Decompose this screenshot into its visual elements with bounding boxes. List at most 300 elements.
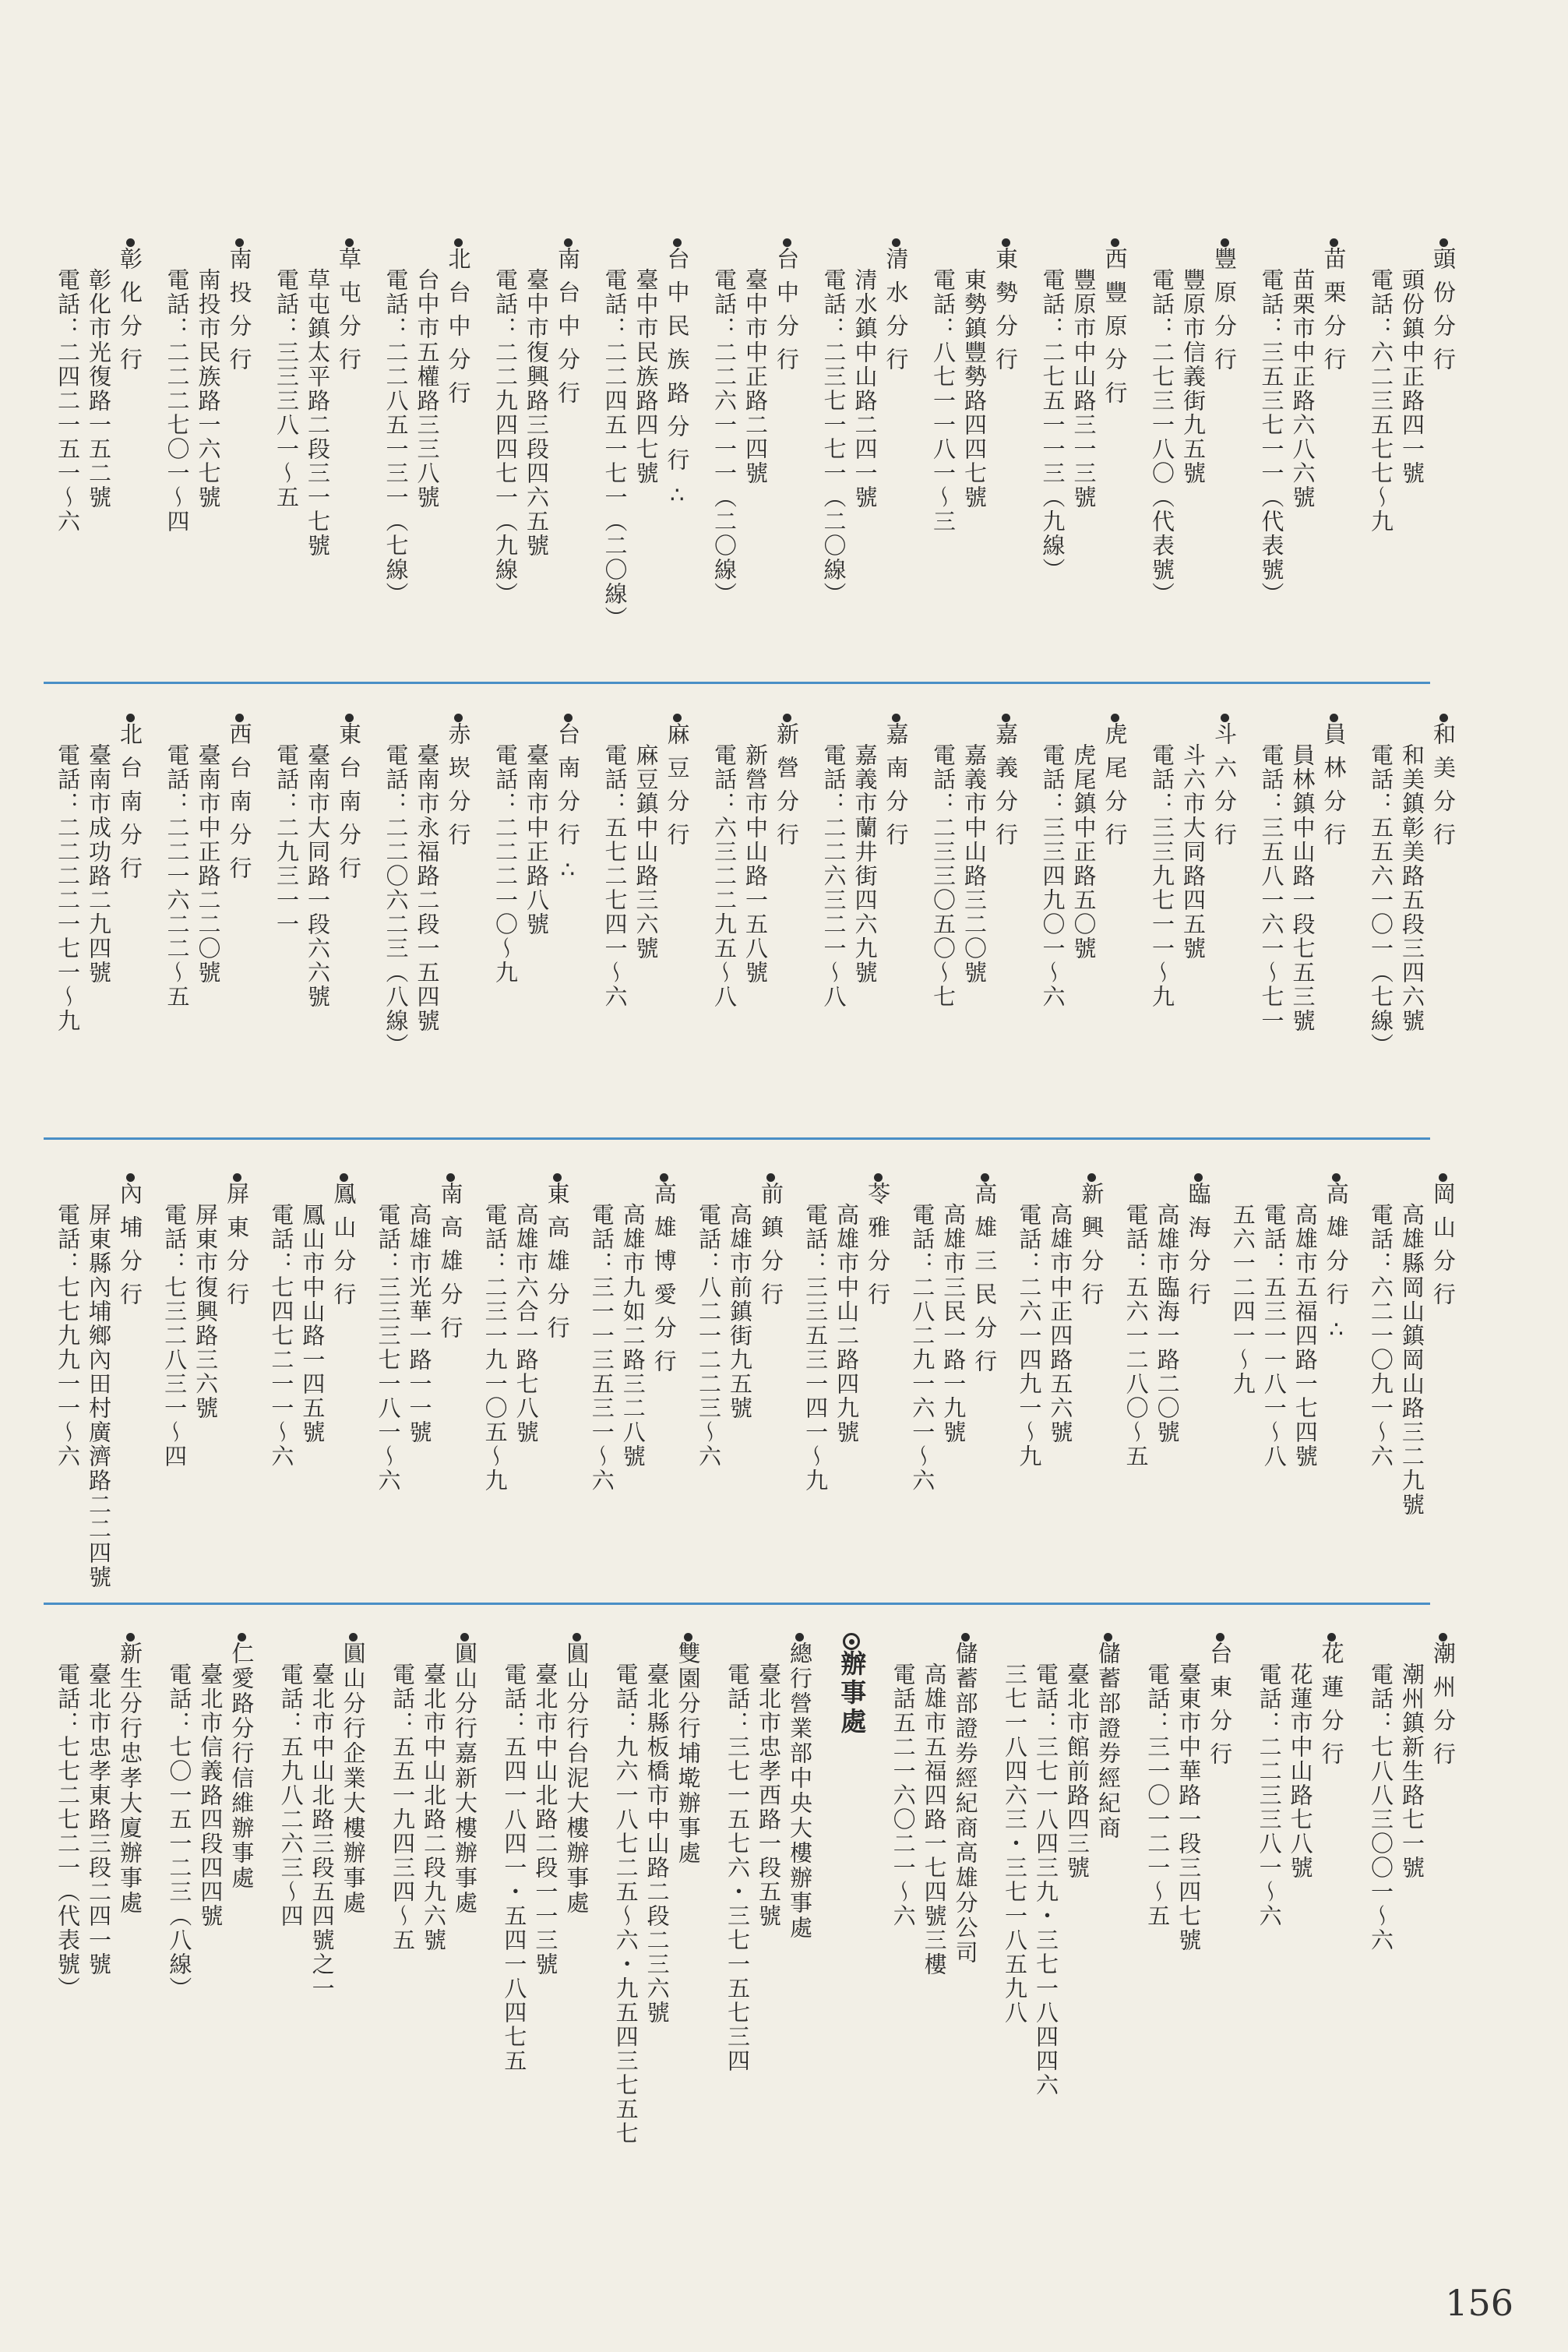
branch-title-column [446,709,472,856]
branch-address: 臺北市忠孝東路三段二四一號 [86,1663,112,1976]
branch-address: 臺中市中正路二四號 [742,268,769,485]
branch-title-column [446,234,472,414]
branch-address: 南投市民族路一六七號 [195,268,222,510]
bullet-wrap [883,234,910,247]
bullet-icon [892,714,900,722]
bullet-wrap [675,1628,702,1641]
bullet-wrap [1430,234,1457,247]
branch-entry [55,709,143,1153]
branch-phone: 電話：五九八二六三～四 [277,1663,305,1928]
bullet-icon [446,1173,455,1182]
bullet-icon [783,714,791,722]
branch-phone: 電話：二三三〇五〇～七 [930,743,957,1009]
bullet-icon [235,238,244,247]
branch-name: 雙園分行埔墘辦事處 [675,1641,702,1866]
branch-entry [1368,1628,1457,2127]
branch-phone: 電話：七三二八三一～四 [161,1203,189,1469]
branch-phone: 電話：二二四五一七一（二〇線） [601,268,629,630]
bullet-icon [766,1173,775,1182]
bullet-icon [1002,238,1010,247]
branch-entry [612,1628,702,2146]
branch-entry [1002,1628,1122,2127]
heading-column [836,1628,867,1737]
branch-title-column [1430,1628,1457,1775]
bullet-icon [454,238,463,247]
branch-phone: 電話：二七三一八〇（代表號） [1149,268,1175,606]
bullet-icon [1330,714,1338,722]
bullet-icon [235,714,244,722]
bullet-icon [1330,238,1338,247]
bullet-wrap [544,1169,571,1182]
branch-name: 圓山分行嘉新大樓辦事處 [451,1641,478,1916]
branch-entry [482,1169,571,1589]
bullet-icon [345,714,354,722]
branch-title-column [117,709,143,890]
branch-address: 花蓮市中山路七八號 [1287,1663,1314,1880]
branch-entry [1144,1628,1233,2127]
bullet-icon [1327,1633,1336,1641]
bullet-wrap [336,709,362,722]
branch-phone: 電話：六三二二九五～八 [711,743,738,1009]
branch-address: 高雄市中正四路五六號 [1047,1203,1074,1444]
branch-address: 臺中市民族路四七號 [632,268,660,485]
branch-entry [930,234,1019,670]
branch-phone: 電話：三三四九〇一～六 [1039,743,1066,1009]
bullet-wrap [664,234,691,247]
branch-phone: 電話：三三五三一四一～九 [802,1203,830,1493]
branch-address: 高雄縣岡山鎮岡山路三二九號 [1398,1203,1425,1517]
bullet-wrap [117,709,143,722]
branch-phone: 電話：二二二七〇一～四 [164,268,191,534]
branch-title-column [555,234,581,414]
section-2 [55,709,1457,1153]
bullet-icon [684,1633,692,1641]
branch-title-column [664,234,691,519]
branch-phone: 電話：七七九九一一～六 [55,1203,81,1469]
branch-address: 臺北市忠孝西路一段五號 [755,1663,782,1928]
branch-title-column [971,1169,998,1383]
bullet-icon [126,714,135,722]
bullet-wrap [773,234,800,247]
bullet-wrap [452,1628,478,1641]
branch-phone: 電話：五三一一八一～八 [1260,1203,1288,1469]
bullet-wrap [1323,1169,1350,1182]
branch-phone: 電話：七〇一五一二三（八線） [166,1663,193,2001]
bullet-icon [1221,714,1229,722]
branch-entry [164,234,253,670]
branch-name: 前鎮分行 [757,1182,784,1316]
branch-title-column [117,1628,143,1916]
bullet-wrap [865,1169,891,1182]
branch-entry [375,1169,463,1589]
branch-address: 臺北市中山北路二段九六號 [420,1663,447,1952]
bullet-wrap [1430,1628,1457,1641]
branch-name: 草屯分行 [336,247,362,381]
branch-entry [1256,1628,1345,2127]
branch-title-column [228,1628,255,1891]
bullet-icon [1332,1173,1341,1182]
branch-address: 新營市中山路一五八號 [742,743,769,985]
bullet-wrap [1430,1169,1457,1182]
bullet-wrap [446,234,472,247]
branch-name: 儲蓄部證券經紀商高雄分公司 [952,1641,979,1966]
bullet-wrap [1095,1628,1122,1641]
bullet-icon [564,238,573,247]
branch-phone: 電話：三一〇一二一～五 [1144,1663,1172,1928]
bullet-wrap [446,709,472,722]
branch-title-column [675,1628,702,1866]
branch-address: 員林鎮中山路一段七五三號 [1289,743,1316,1033]
branch-title-column [336,709,362,890]
bullet-icon [345,238,354,247]
bullet-icon [961,1633,970,1641]
branch-title-column [1207,1628,1233,1775]
branch-address: 高雄市五福四路一七四號 [1291,1203,1319,1469]
branch-phone: 電話：二二二二一七一～九 [55,743,81,1033]
branch-name: 圓山分行台泥大樓辦事處 [563,1641,590,1916]
heading-icon-wrap [838,1628,865,1650]
branch-address: 高雄市光華一路一一號 [406,1203,433,1444]
branch-name: 西台南分行 [226,722,253,890]
bullet-icon [892,238,900,247]
branch-entry [501,1628,590,2127]
branch-name: 北台南分行 [117,722,143,890]
branch-phone: 電話：二三七一七一（二〇線） [820,268,847,606]
branch-entry [166,1628,255,2127]
branch-phone: 電話：三一一三五三一～六 [588,1203,615,1493]
branch-name: 南台中分行 [555,247,581,414]
branch-phone: 電話：二二六一一一（二〇線） [711,268,738,606]
bullet-icon [564,714,573,722]
branch-phone: 電話：五五六一〇一（七線） [1368,743,1394,1057]
branch-entry [711,709,800,1153]
branch-title-column [330,1169,357,1316]
branch-entry [1368,709,1457,1153]
branch-phone: 電話：二二三三八一～六 [1256,1663,1283,1928]
branch-name: 麻豆分行 [664,722,691,856]
branch-title-column [1211,234,1238,381]
branch-title-column [437,1169,463,1349]
bullet-icon [349,1633,358,1641]
branch-entry [1123,1169,1212,1589]
branch-name: 屏東分行 [224,1182,251,1316]
branch-title-column [1323,1169,1350,1353]
branch-entry [492,234,581,670]
branch-address: 高雄市臨海一路二〇號 [1154,1203,1181,1444]
bullet-icon [1439,1173,1447,1182]
branch-name: 苗栗分行 [1320,247,1348,381]
branch-title-column [452,1628,478,1916]
branch-name: 總行營業部中央大樓辦事處 [786,1641,813,1941]
branch-phone: 電話：五四一八四一・五四一八四七五 [501,1663,528,2073]
bullet-wrap [227,709,253,722]
page-number: 156 [1445,2282,1513,2324]
branch-name: 豐原分行 [1211,247,1238,381]
bullet-wrap [224,1169,250,1182]
branch-phone: 電話：二八二九一六一～六 [909,1203,936,1493]
branch-address: 虎尾鎮中正路五〇號 [1070,743,1098,961]
branch-address: 苗栗市中正路六八六號 [1289,268,1316,510]
branch-name: 彰化分行 [117,247,143,381]
circled-dot-icon [843,1633,860,1650]
branch-title-column [992,709,1019,856]
branch-address: 嘉義市中山路三二〇號 [961,743,988,985]
branch-entry [1149,709,1238,1153]
bullet-icon [1087,1173,1096,1182]
branch-name: 新興分行 [1078,1182,1105,1316]
branch-phone: 電話：五六一二八〇～五 [1122,1203,1150,1469]
bullet-wrap [228,1628,255,1641]
branch-address: 臺東市中華路一段三四七號 [1175,1663,1203,1952]
branch-phone: 電話：二二八五一三一（七線） [382,268,410,606]
branch-phone: 電話：二二二一〇～九 [492,743,519,985]
branch-phone: 電話：二二一六二二～五 [164,743,191,1009]
branch-entry [821,709,910,1153]
bullet-wrap [1211,709,1238,722]
branch-address: 高雄市三民一路一九號 [940,1203,967,1444]
branch-title-column [555,709,581,894]
branch-entry [602,234,691,670]
branch-address: 鳳山市中山路一四五號 [299,1203,326,1444]
branch-address: 高雄市前鎮街九五號 [726,1203,753,1420]
branch-title-column [340,1628,367,1916]
divider-3 [44,1603,1430,1605]
branch-title-column [563,1628,590,1916]
branch-entry [1230,1169,1350,1589]
branch-address: 高雄市五福四路一七四號三樓 [921,1663,948,1976]
bullet-wrap [883,709,910,722]
bullet-wrap [1321,234,1348,247]
bullet-icon [1002,714,1010,722]
branch-address: 高雄市九如二路三二八號 [619,1203,647,1469]
branch-phone: 電話：八二一二二三～六 [695,1203,722,1469]
branch-phone: 電話：九六一八七二五～六・九五四三七五七 [612,1663,640,2146]
branch-name: 頭份分行 [1430,247,1457,381]
bullet-icon [1194,1173,1203,1182]
bullet-wrap [1078,1169,1105,1182]
branch-name: 臨海分行 [1185,1182,1212,1316]
branch-entry [55,1169,143,1589]
bullet-wrap [992,709,1019,722]
branch-entry [1259,709,1348,1153]
branch-entry [273,234,362,670]
branch-title-column [224,1169,250,1316]
bullet-wrap [787,1628,813,1641]
bullet-wrap [117,1628,143,1641]
branch-title-column [883,234,910,381]
bullet-wrap [336,234,362,247]
bullet-icon [340,1173,348,1182]
section-4 [55,1628,1457,2146]
bullet-wrap [555,709,581,722]
branch-name: 苓雅分行 [865,1182,892,1316]
branch-title-column [1430,234,1457,381]
bullet-icon [1439,714,1448,722]
branch-address: 臺南市永福路二段一五四號 [414,743,441,1033]
branch-title-column [1430,1169,1457,1316]
branch-entry [1259,234,1348,670]
bullet-wrap [1207,1628,1233,1641]
branch-address: 屏東縣內埔鄉內田村廣濟路二二四號 [86,1203,112,1589]
branch-address: 清水鎮中山路二四一號 [851,268,879,510]
branch-title-column [1102,709,1129,856]
branch-name: 東勢分行 [992,247,1019,381]
bullet-wrap [1102,234,1129,247]
branch-phone: 電話：三七一八四三九・三七一八四四六 [1032,1663,1059,2097]
branch-phone: 電話：二二六三二一～八 [820,743,847,1009]
branch-entry [930,709,1019,1153]
branch-entry [724,1628,813,2127]
bullet-icon [783,238,791,247]
branch-name: 台中分行 [773,247,800,381]
section-3 [55,1169,1457,1589]
branch-phone: 電話：三三三七一八一～六 [375,1203,402,1493]
bullet-wrap [117,234,143,247]
bullet-wrap [227,234,253,247]
branch-phone: 電話：六二一〇九一～六 [1367,1203,1394,1469]
branch-entry [164,709,253,1153]
branch-address: 臺北市館前路四三號 [1063,1663,1091,1880]
bullet-wrap [1186,1169,1212,1182]
branch-name: 東台南分行 [336,722,362,890]
bullet-wrap [992,234,1019,247]
bullet-wrap [953,1628,979,1641]
bullet-wrap [1102,709,1129,722]
bullet-wrap [563,1628,590,1641]
branch-title-column [787,1628,813,1941]
branch-address: 臺南市大同路一段六六號 [305,743,331,1009]
branch-name: 清水分行 [883,247,910,381]
branch-phone: 電話：七七二七二一（代表號） [55,1663,81,2001]
branch-name: 內埔分行 [117,1182,143,1316]
branch-name: 台東分行 [1207,1641,1234,1775]
branch-entry [890,1628,979,2127]
branch-name: 西豐原分行 [1101,247,1129,414]
branch-title-column [773,709,800,856]
branch-title-column [953,1628,979,1966]
bullet-icon [573,1633,581,1641]
branch-entry [1016,1169,1105,1589]
branch-phone: 電話：三三九七一一～九 [1149,743,1175,1009]
branch-address: 豐原市中山路三一三號 [1070,268,1098,510]
bullet-icon [1216,1633,1224,1641]
branch-address: 嘉義市蘭井街四六九號 [851,743,879,985]
branch-address: 臺中市復興路三段四六五號 [523,268,550,558]
branch-name: 和美分行 [1430,722,1457,856]
bullet-icon [1439,1633,1447,1641]
bullet-icon [553,1173,562,1182]
branch-phone: 電話：二四二一五一～六 [55,268,81,534]
branch-address: 高雄市中山二路四九號 [833,1203,861,1444]
branch-title-column [227,709,253,890]
bullet-icon [673,238,682,247]
branch-entry [278,1628,367,2127]
bullet-icon [238,1633,246,1641]
branch-title-column [1078,1169,1105,1316]
branch-title-column [664,709,691,856]
branch-phone: 電話：三五三七一一（代表號） [1258,268,1285,606]
bullet-wrap [971,1169,998,1182]
bullet-wrap [437,1169,463,1182]
branch-title-column [883,709,910,856]
branch-name: 儲蓄部證券經紀商 [1094,1641,1122,1841]
branch-name: 圓山分行企業大樓辦事處 [340,1641,367,1916]
bullet-wrap [1321,709,1348,722]
branch-entry [268,1169,357,1589]
branch-phone: 電話：三五八一六一～七一 [1258,743,1285,1033]
branch-title-column [336,234,362,381]
bullet-wrap [330,1169,357,1182]
branch-phone: 電話：三七一五七六・三七一五七三四 [724,1663,751,2073]
branch-entry [383,234,472,670]
branch-title-column [758,1169,784,1316]
branch-address: 潮州鎮新生路七一號 [1398,1663,1425,1880]
bullet-wrap [1319,1628,1345,1641]
branch-title-column [1321,709,1348,856]
branch-name: 潮州分行 [1429,1641,1457,1775]
branch-phone: 三七一八四六三・三七一八五九八 [1001,1663,1028,2025]
bullet-icon [233,1173,241,1182]
branch-title-column [117,234,143,381]
branch-name: 新生分行忠孝大廈辦事處 [117,1641,143,1916]
branch-title-column [1095,1628,1122,1841]
branch-address: 臺南市中正路二二〇號 [195,743,222,985]
bullet-wrap [1430,709,1457,722]
branch-phone: 電話五二一六〇二一～六 [890,1663,917,1928]
branch-name: 東高雄分行 [544,1182,571,1349]
branch-name: 員林分行 [1320,722,1348,856]
branch-entry [55,234,143,670]
branch-phone: 電話：二二九四四七一（九線） [492,268,519,606]
bullet-icon [126,1173,135,1182]
branch-name: 嘉義分行 [992,722,1019,856]
branch-entry [1040,234,1129,670]
bullet-icon [795,1633,804,1641]
branch-name: 斗六分行 [1211,722,1238,856]
section-heading [836,1628,867,2127]
branch-address: 台中市五權路三三八號 [414,268,441,510]
branch-entry [1368,1169,1457,1589]
branch-address: 臺北市信義路四段四四號 [197,1663,224,1928]
branch-phone: 電話：二七五一一三（九線） [1039,268,1066,582]
branch-name: 高雄分行∴ [1323,1182,1350,1353]
branch-address: 臺南市中正路八號 [523,743,550,936]
divider-1 [44,682,1430,684]
branch-address: 臺南市成功路二九四號 [86,743,112,985]
bullet-icon [1439,238,1448,247]
bullet-icon [660,1173,668,1182]
branch-name: 仁愛路分行信維辦事處 [228,1641,255,1891]
branch-phone: 電話：二二〇六二三（八線） [382,743,410,1057]
branch-name: 鳳山分行 [330,1182,358,1316]
branch-title-column [992,234,1019,381]
bullet-icon [1111,238,1119,247]
section-1 [55,234,1457,670]
branch-address: 東勢鎮豐勢路四四七號 [961,268,988,510]
branch-address: 豐原市信義街九五號 [1180,268,1207,485]
branch-phone: 電話：三三三八一～五 [273,268,300,510]
branch-title-column [1319,1628,1345,1775]
branch-phone: 電話：二九三一一 [273,743,300,936]
branch-address: 臺北縣板橋市中山路二段二三六號 [643,1663,671,2025]
branch-phone: 電話：二六一四九一～九 [1016,1203,1043,1469]
branch-title-column [1430,709,1457,856]
branch-entry [1040,709,1129,1153]
branch-address: 臺北市中山北路二段一一三號 [532,1663,559,1976]
bullet-icon [460,1633,469,1641]
bullet-icon [454,714,463,722]
branch-entry [389,1628,478,2127]
